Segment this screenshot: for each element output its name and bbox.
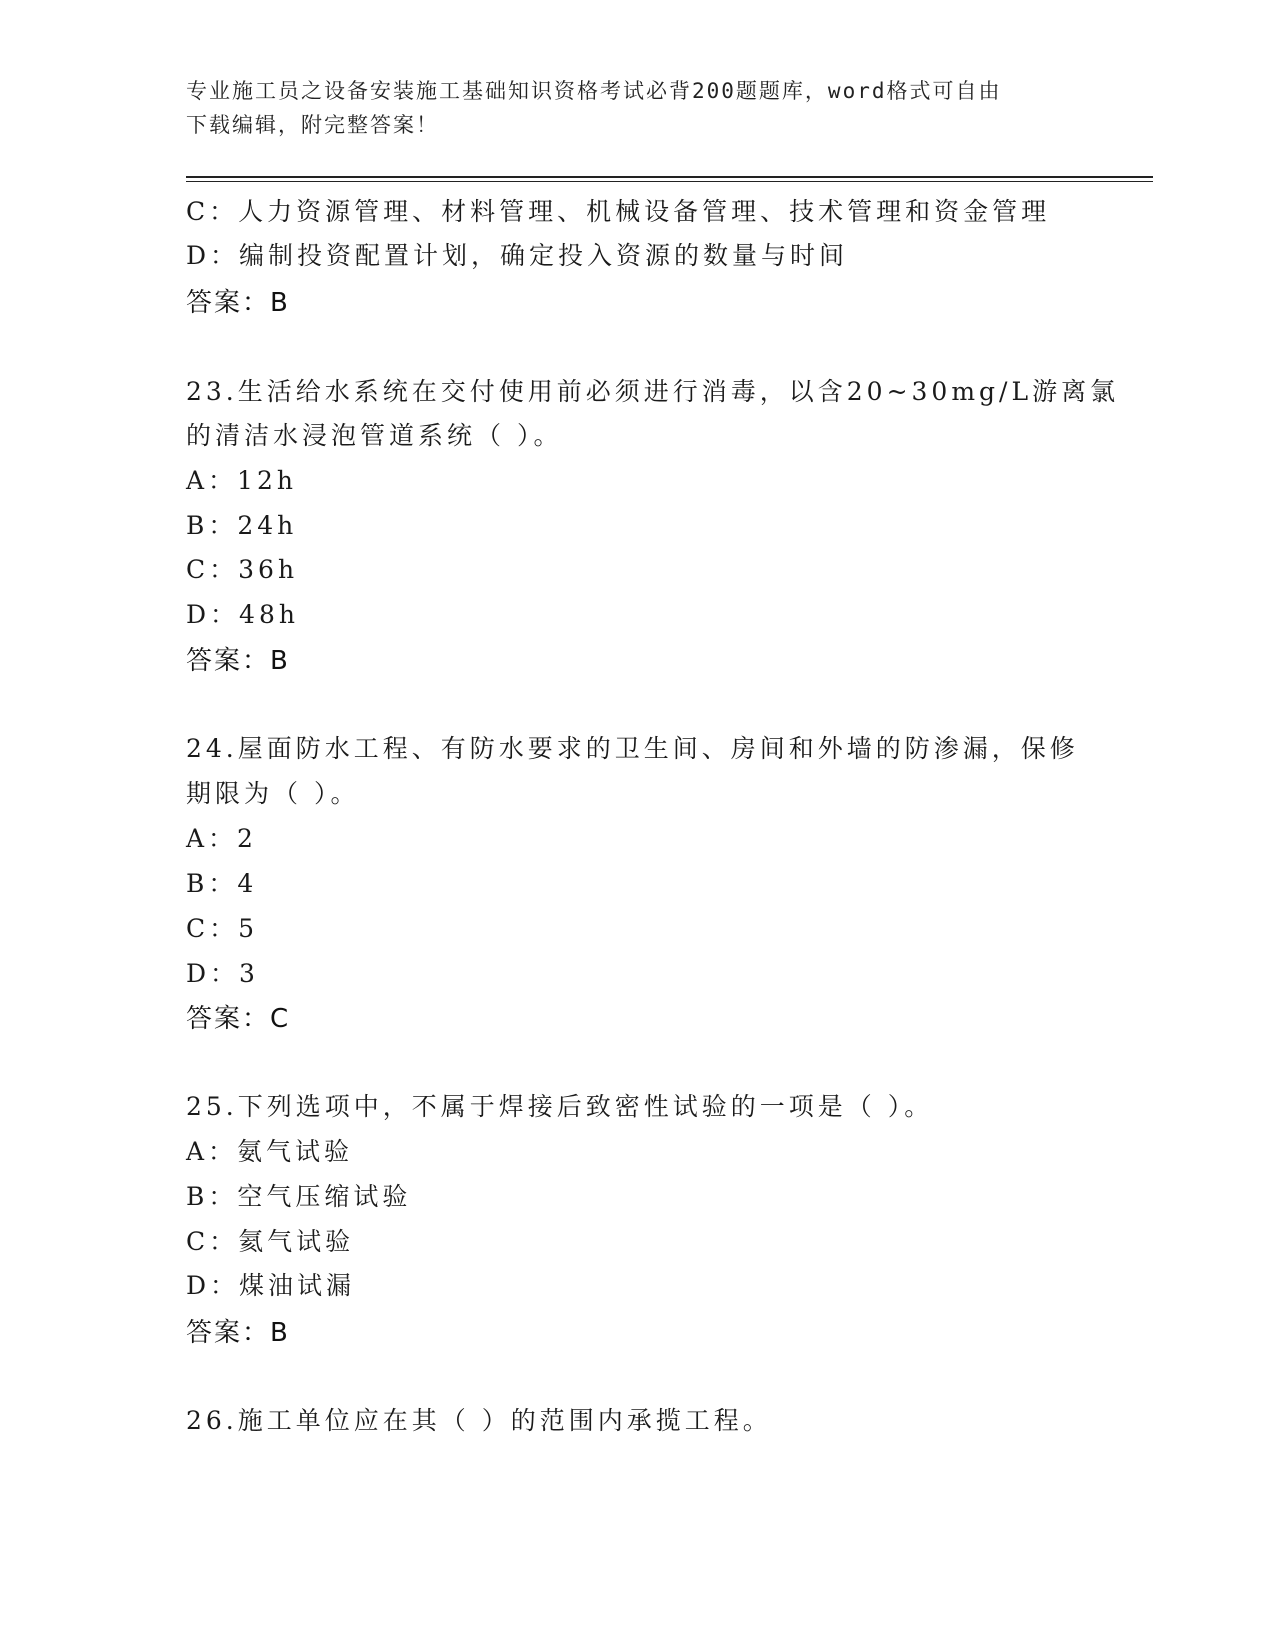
q22-answer: 答案：B [186, 288, 290, 318]
q23-answer: 答案：B [186, 646, 290, 676]
q25-option-a: A：氨气试验 [186, 1137, 354, 1166]
q25-option-d: D：煤油试漏 [186, 1271, 356, 1300]
q25-option-c: C：氦气试验 [186, 1227, 355, 1256]
header-divider-thick [186, 176, 1153, 178]
q23-option-d: D：48h [186, 600, 299, 629]
q23-option-c: C：36h [186, 555, 299, 584]
header-line-2: 下载编辑，附完整答案！ [186, 113, 439, 137]
q22-option-c: C：人力资源管理、材料管理、机械设备管理、技术管理和资金管理 [186, 197, 1051, 226]
header-divider-thin [186, 181, 1153, 182]
q24-answer: 答案：C [186, 1004, 291, 1034]
document-header [186, 74, 1066, 142]
q23-option-a: A：12h [186, 466, 297, 495]
q24-option-a: A：2 [186, 824, 257, 853]
q25-stem-line-1: 25.下列选项中，不属于焊接后致密性试验的一项是（ ）。 [186, 1092, 934, 1121]
q23-stem-line-2: 的清洁水浸泡管道系统（ ）。 [186, 421, 563, 450]
q25-answer: 答案：B [186, 1318, 290, 1348]
q24-option-b: B：4 [186, 869, 258, 898]
q24-stem-line-2: 期限为（ ）。 [186, 779, 360, 808]
header-line-1: 专业施工员之设备安装施工基础知识资格考试必背200题题库，word格式可自由 [186, 79, 1002, 103]
q26-stem-line-1: 26.施工单位应在其（ ）的范围内承揽工程。 [186, 1406, 772, 1435]
q23-stem-line-1: 23.生活给水系统在交付使用前必须进行消毒，以含20~30mg/L游离氯 [186, 377, 1120, 406]
q23-option-b: B：24h [186, 511, 298, 540]
q22-option-d: D：编制投资配置计划，确定投入资源的数量与时间 [186, 241, 849, 270]
q24-option-c: C：5 [186, 914, 259, 943]
q24-stem-line-1: 24.屋面防水工程、有防水要求的卫生间、房间和外墙的防渗漏，保修 [186, 734, 1079, 763]
q24-option-d: D：3 [186, 959, 259, 988]
q25-option-b: B：空气压缩试验 [186, 1182, 412, 1211]
